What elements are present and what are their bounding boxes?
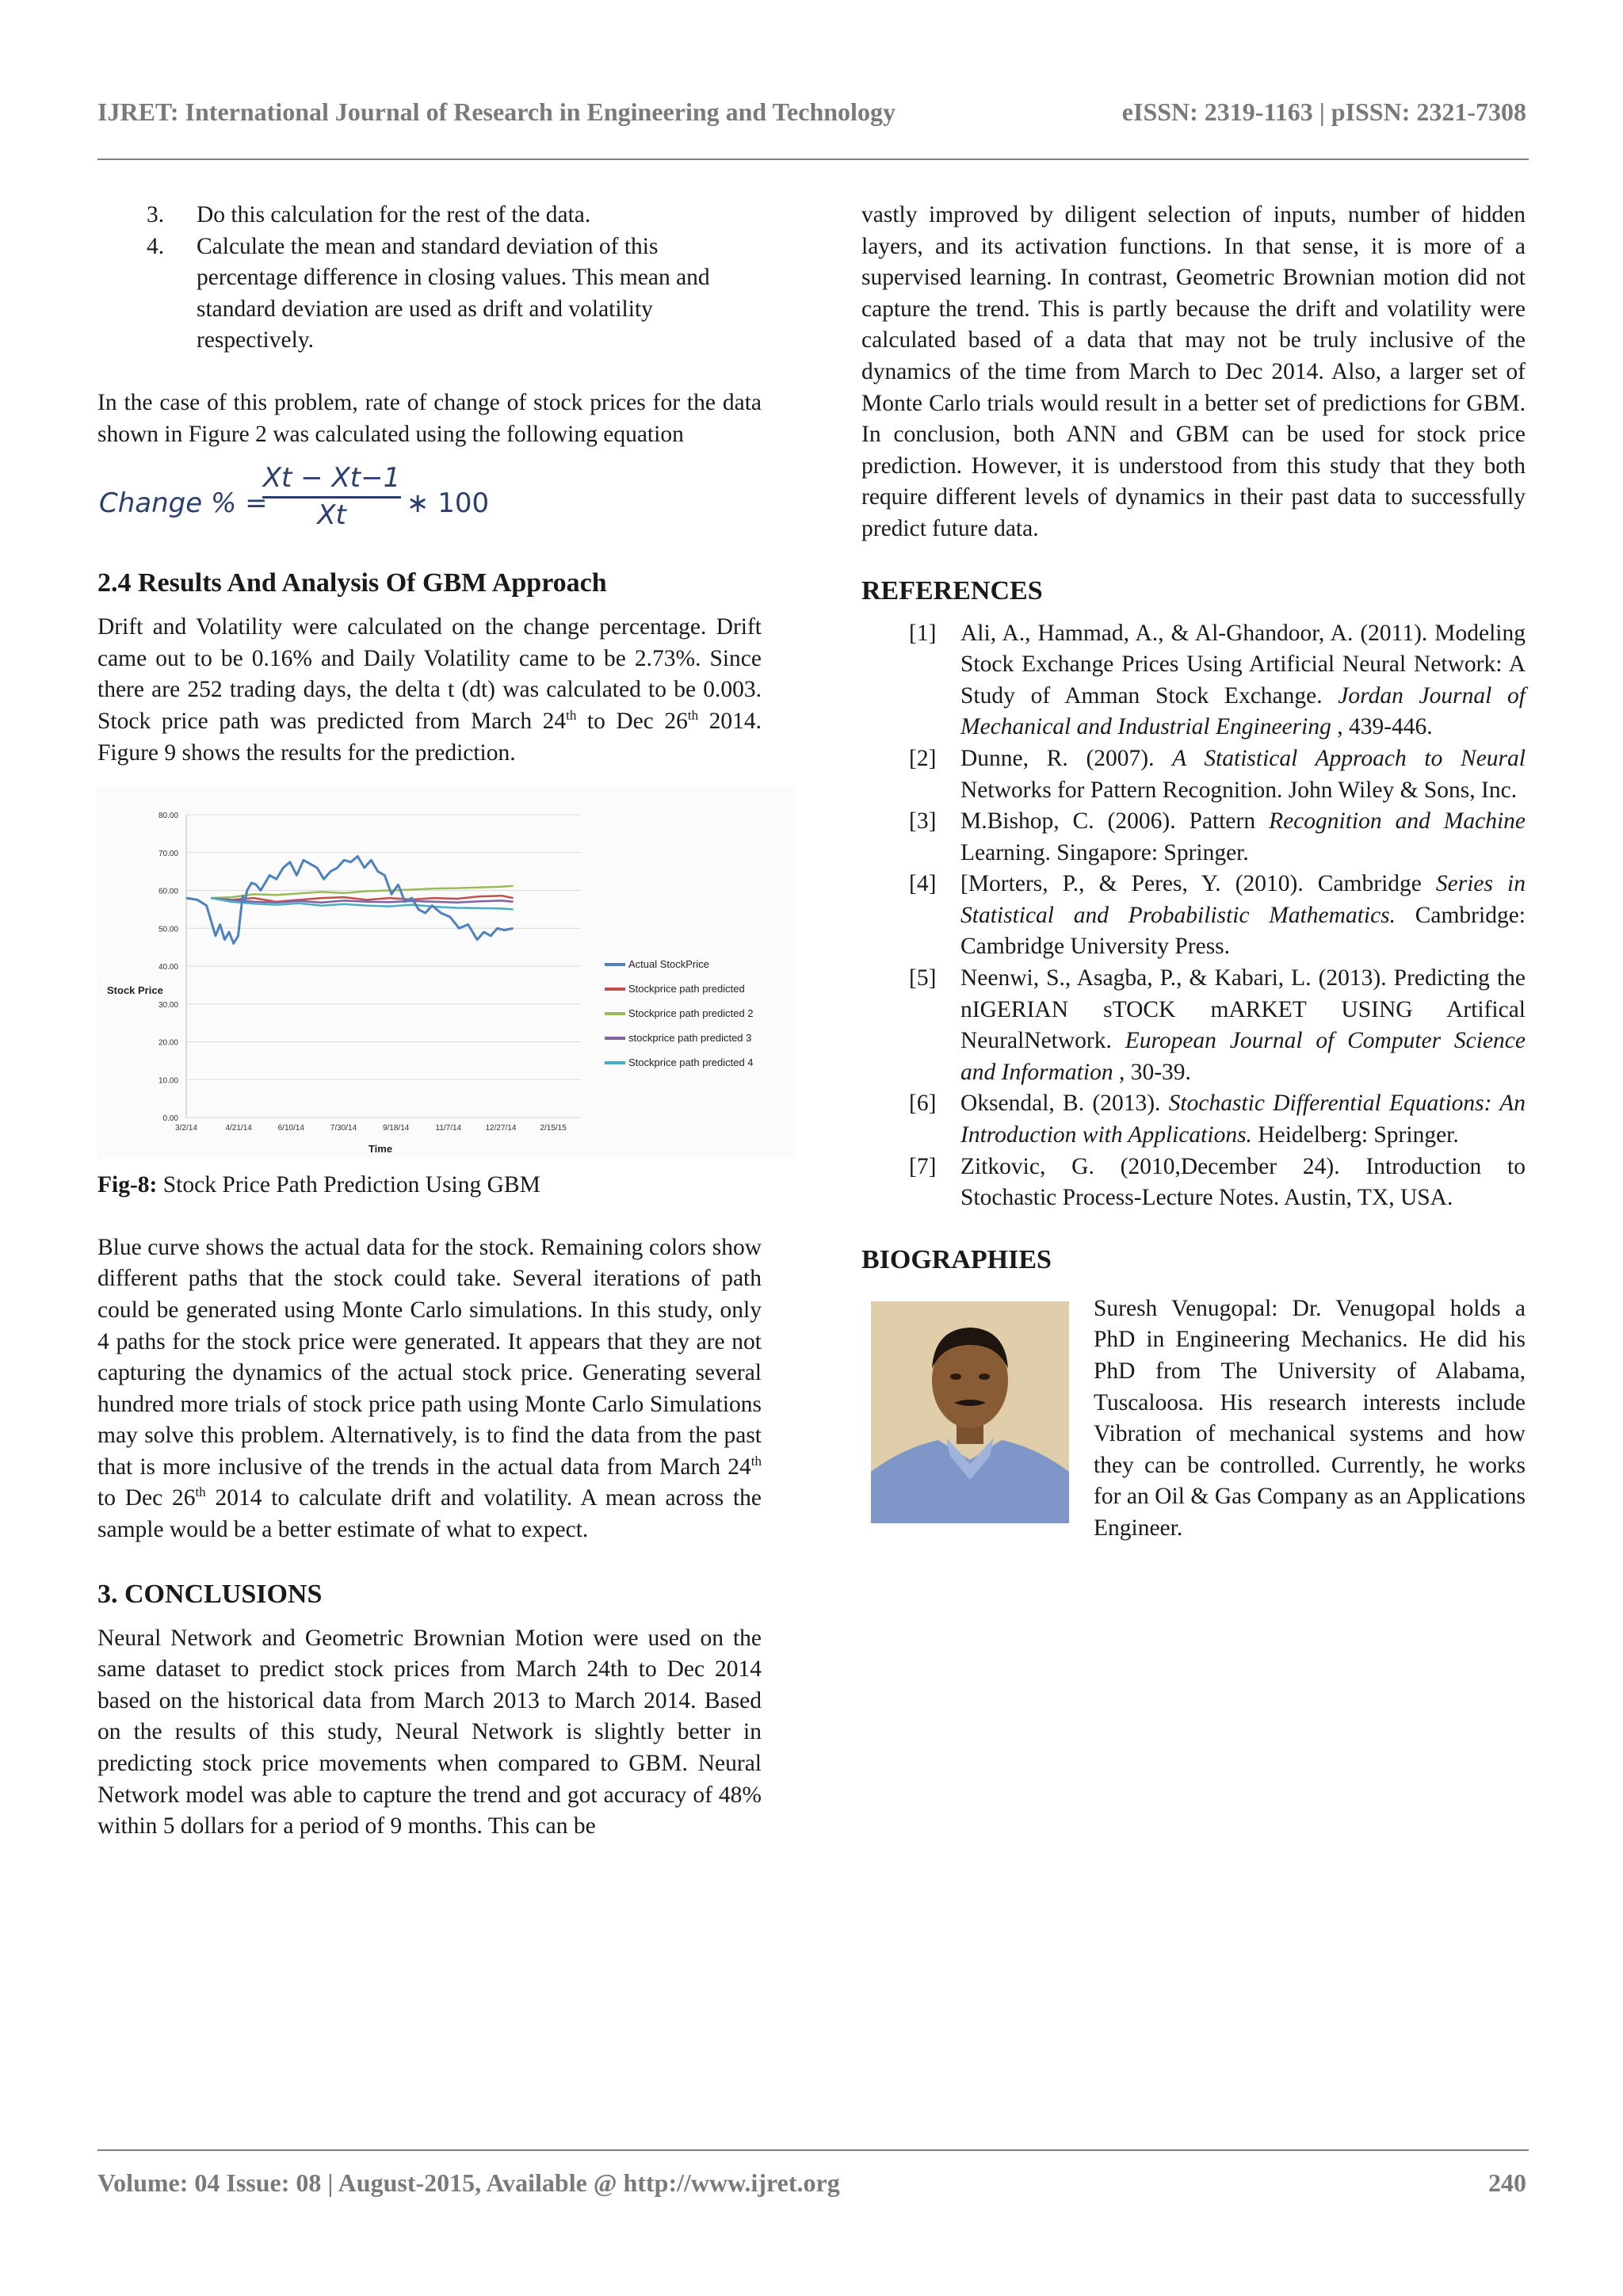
x-tick-label: 11/7/14 <box>435 1124 462 1133</box>
x-axis-label: Time <box>368 1143 393 1156</box>
y-axis-label: Stock Price <box>107 984 163 997</box>
equation-fraction <box>262 463 401 531</box>
list-item: 3. Do this calculation for the rest of the data. <box>147 202 591 227</box>
equation-multiplier: ∗ 100 <box>407 487 490 520</box>
bio-text: Suresh Venugopal: Dr. Venugopal holds a PhD in Engineering Mechanics. He did his PhD from The University of Alabama, Tuscaloosa. His research interests include Vibration of mechanical systems and how they can be controlled. Currently, he works for an Oil & Gas Company as an Applications Engineer. <box>1094 1295 1526 1541</box>
y-tick-label: 50.00 <box>158 925 178 934</box>
issn: eISSN: 2319-1163 | pISSN: 2321-7308 <box>1121 97 1526 126</box>
paragraph: Drift and Volatility were calculated on the change percentage. Drift came out to be 0.16% and Daily Volatility came to be 2.73%. Since there are 252 trading days, the delta t (dt) was calculated to be 0.003. Stock price path was predicted from March 24th to Dec 26th 2014. Figure 9 shows the results for the prediction. <box>97 614 762 766</box>
equation-label: Change % = <box>99 487 268 520</box>
reference-item: [1] Ali, A., Hammad, A., & Al-Ghandoor, A. (2011). Modeling Stock Exchange Prices Using Artificial Neural Network: A Study of Amman Stock Exchange. Jordan Journal of Mechanical and Industrial Engineering , 439-446. <box>909 620 1526 740</box>
reference-item: [7] Zitkovic, G. (2010,December 24). Introduction to Stochastic Process-Lecture Notes. Austin, TX, USA. <box>909 1153 1526 1211</box>
paragraph: Blue curve shows the actual data for the stock. Remaining colors show different paths that the stock could take. Several iterations of path could be generated using Monte Carlo simulations. In this study, only 4 paths for the stock price were generated. It appears that they are not capturing the dynamics of the actual stock price. Generating several hundred more trials of stock price path using Monte Carlo Simulations may solve this problem. Alternatively, is to find the data from the past that is more inclusive of the trends in the actual data from March 24th to Dec 26th 2014 to calculate drift and volatility. A mean across the sample would be a better estimate of what to expect. <box>97 1234 762 1543</box>
reference-item: [6] Oksendal, B. (2013). Stochastic Differential Equations: An Introduction with Applications. Heidelberg: Springer. <box>909 1091 1526 1148</box>
list-item: 4. Calculate the mean and standard deviation of this percentage difference in closing values. This mean and standard deviation are used as drift and volatility respectively. <box>147 233 710 353</box>
step-list <box>97 200 762 357</box>
y-tick-label: 20.00 <box>158 1038 178 1048</box>
reference-item: [4] [Morters, P., & Peres, Y. (2010). Cambridge Series in Statistical and Probabilistic Mathematics. Cambridge: Cambridge University Press. <box>909 871 1526 960</box>
legend-label: Stockprice path predicted 4 <box>628 1056 754 1069</box>
equation-denominator: Xt <box>317 499 346 531</box>
legend-label: Actual StockPrice <box>628 958 709 971</box>
figure-caption: Fig-8: Stock Price Path Prediction Using GBM <box>97 1172 540 1198</box>
y-tick-label: 60.00 <box>158 887 178 896</box>
reference-item: [2] Dunne, R. (2007). A Statistical Approach to Neural Networks for Pattern Recognition. John Wiley & Sons, Inc. <box>909 745 1526 803</box>
series-line <box>211 886 513 898</box>
y-tick-label: 0.00 <box>162 1114 178 1124</box>
y-tick-label: 30.00 <box>158 1000 178 1010</box>
y-tick-label: 70.00 <box>158 849 178 858</box>
paragraph: Neural Network and Geometric Brownian Motion were used on the same dataset to predict stock prices from March 24th to Dec 2014 based on the historical data from March 2013 to March 2014. Based on the results of this study, Neural Network is slightly better in predicting stock price movements when compared to GBM. Neural Network model was able to capture the trend and got accuracy of 48% within 5 dollars for a period of 9 months. This can be <box>97 1625 762 1839</box>
header-rule <box>97 159 1529 160</box>
x-tick-label: 12/27/14 <box>485 1124 517 1133</box>
page-footer <box>97 2168 1526 2200</box>
reference-item: [5] Neenwi, S., Asagba, P., & Kabari, L. (2013). Predicting the nIGERIAN sTOCK mARKET USING Artifical NeuralNetwork. European Journal of Computer Science and Information , 30-39. <box>909 965 1526 1085</box>
equation-intro: In the case of this problem, rate of change of stock prices for the data shown in Figure 2 was calculated using the following equation <box>97 389 762 447</box>
journal-title: IJRET: International Journal of Research in Engineering and Technology <box>97 97 896 126</box>
x-tick-label: 4/21/14 <box>225 1124 252 1133</box>
x-tick-label: 6/10/14 <box>277 1124 305 1133</box>
x-tick-label: 2/15/15 <box>540 1124 567 1133</box>
equation-numerator: Xt − Xt−1 <box>262 463 401 499</box>
legend-label: Stockprice path predicted 2 <box>628 1007 754 1020</box>
section-heading: 3. CONCLUSIONS <box>97 1579 323 1609</box>
x-tick-label: 7/30/14 <box>330 1124 357 1133</box>
y-tick-label: 80.00 <box>158 812 178 821</box>
page-number: 240 <box>1488 2168 1526 2197</box>
chart-svg <box>97 786 795 1159</box>
right-column <box>861 200 1526 1545</box>
section-heading: 2.4 Results And Analysis Of GBM Approach <box>97 568 607 598</box>
biography <box>861 1293 1526 1545</box>
references-heading: REFERENCES <box>861 575 1043 606</box>
left-column <box>97 200 762 1843</box>
y-tick-label: 40.00 <box>158 963 178 972</box>
change-equation <box>97 463 762 558</box>
x-tick-label: 9/18/14 <box>382 1124 410 1133</box>
legend-label: Stockprice path predicted <box>628 983 745 995</box>
page-header <box>97 97 1526 129</box>
legend-label: stockprice path predicted 3 <box>628 1032 752 1045</box>
reference-item: [3] M.Bishop, C. (2006). Pattern Recognition and Machine Learning. Singapore: Springer. <box>909 808 1526 865</box>
reference-list <box>861 618 1526 1214</box>
biographies-heading: BIOGRAPHIES <box>861 1244 1052 1274</box>
x-tick-label: 3/2/14 <box>175 1124 197 1133</box>
y-tick-label: 10.00 <box>158 1076 178 1086</box>
footer-rule <box>97 2149 1529 2151</box>
paragraph: vastly improved by diligent selection of inputs, number of hidden layers, and its activation functions. In that sense, it is more of a supervised learning. In contrast, Geometric Brownian motion did not capture the trend. This is partly because the drift and volatility were calculated based of a data that may not be truly inclusive of the dynamics of the time from March to Dec 2014. Also, a larger set of Monte Carlo trials would result in a better set of predictions for GBM. In conclusion, both ANN and GBM can be used for stock price prediction. However, it is understood from this study that they both require different levels of dynamics in their past data to successfully predict future data. <box>861 202 1526 541</box>
footer-volume: Volume: 04 Issue: 08 | August-2015, Available @ http://www.ijret.org <box>97 2168 840 2197</box>
author-photo <box>861 1293 1094 1531</box>
portrait-icon <box>871 1301 1069 1523</box>
gbm-chart <box>97 786 795 1159</box>
